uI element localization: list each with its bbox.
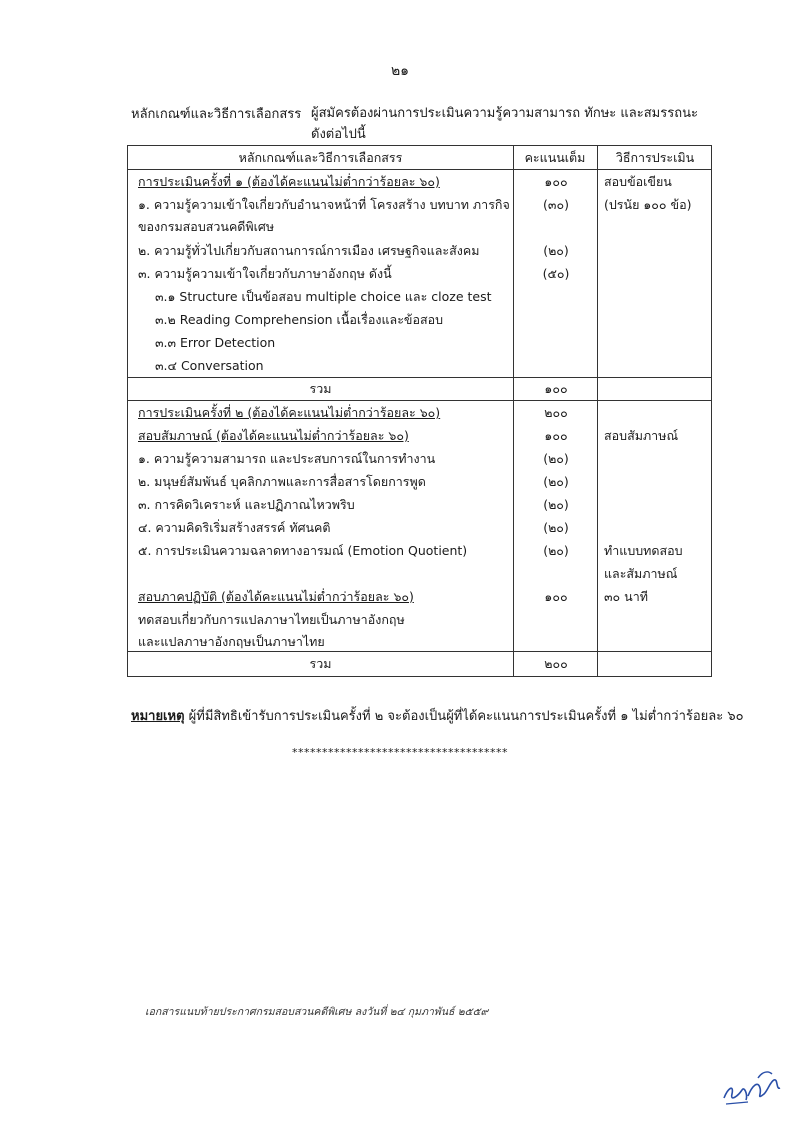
separator-stars: ************************************	[292, 746, 508, 759]
section1-item2-score: (๒๐)	[543, 243, 569, 258]
practical-desc: ทดสอบเกี่ยวกับการแปลภาษาไทยเป็นภาษาอังกฤษ	[138, 612, 405, 627]
header-score: คะแนนเต็ม	[524, 150, 586, 165]
section2-score: ๒๐๐	[544, 405, 568, 420]
intro-text: ผู้สมัครต้องผ่านการประเมินความรู้ความสามารถ ทักษะ และสมรรถนะ ดังต่อไปนี้	[311, 106, 698, 142]
section2-total-label: รวม	[309, 656, 332, 671]
row-divider	[128, 377, 711, 378]
interview-method: สอบสัมภาษณ์	[604, 428, 679, 443]
section2-item1: ๑. ความรู้ความสามารถ และประสบการณ์ในการทำงาน	[138, 451, 436, 466]
section2-item5: ๕. การประเมินความฉลาดทางอารมณ์ (Emotion Quotient)	[138, 543, 468, 558]
row-divider	[128, 651, 711, 652]
note-label: หมายเหตุ	[131, 709, 185, 724]
section2-item4-score: (๒๐)	[543, 520, 569, 535]
section2-item4: ๔. ความคิดริเริ่มสร้างสรรค์ ทัศนคติ	[138, 520, 331, 535]
section2-item2-score: (๒๐)	[543, 474, 569, 489]
intro-label: หลักเกณฑ์และวิธีการเลือกสรร	[131, 107, 302, 122]
section1-sub4: ๓.๔ Conversation	[155, 358, 264, 373]
interview-score: ๑๐๐	[544, 428, 568, 443]
column-divider	[597, 146, 598, 676]
signature-icon	[718, 1060, 788, 1110]
column-divider	[513, 146, 514, 676]
practical-title: สอบภาคปฏิบัติ (ต้องได้คะแนนไม่ต่ำกว่าร้อยละ ๖๐)	[138, 589, 414, 604]
section1-method-detail: (ปรนัย ๑๐๐ ข้อ)	[604, 197, 692, 212]
section1-item1-score: (๓๐)	[543, 197, 569, 212]
criteria-table	[127, 145, 712, 677]
section1-title: การประเมินครั้งที่ ๑ (ต้องได้คะแนนไม่ต่ำกว่าร้อยละ ๖๐)	[138, 174, 440, 189]
section1-item2: ๒. ความรู้ทั่วไปเกี่ยวกับสถานการณ์การเมือง เศรษฐกิจและสังคม	[138, 243, 480, 258]
eq-method: ทำแบบทดสอบ	[604, 543, 683, 558]
footer-reference: เอกสารแนบท้ายประกาศกรมสอบสวนคดีพิเศษ ลงวันที่ ๒๔ กุมภาพันธ์ ๒๕๕๙	[145, 1006, 489, 1018]
header-method: วิธีการประเมิน	[615, 150, 695, 165]
eq-method-cont: และสัมภาษณ์	[604, 566, 678, 581]
practical-score: ๑๐๐	[544, 589, 568, 604]
section2-item2: ๒. มนุษย์สัมพันธ์ บุคลิกภาพและการสื่อสารโดยการพูด	[138, 474, 426, 489]
interview-title: สอบสัมภาษณ์ (ต้องได้คะแนนไม่ต่ำกว่าร้อยละ ๖๐)	[138, 428, 409, 443]
practical-method: ๓๐ นาที	[604, 589, 648, 604]
section1-sub2: ๓.๒ Reading Comprehension เนื้อเรื่องและข้อสอบ	[155, 312, 444, 327]
header-criteria: หลักเกณฑ์และวิธีการเลือกสรร	[238, 150, 403, 165]
section1-sub1: ๓.๑ Structure เป็นข้อสอบ multiple choice และ cloze test	[155, 289, 492, 304]
note-text: ผู้ที่มีสิทธิเข้ารับการประเมินครั้งที่ ๒ จะต้องเป็นผู้ที่ได้คะแนนการประเมินครั้งที่ ๑ ไม่ต่ำกว่าร้อยละ ๖๐	[188, 709, 744, 724]
section1-method: สอบข้อเขียน	[604, 174, 672, 189]
section2-title: การประเมินครั้งที่ ๒ (ต้องได้คะแนนไม่ต่ำกว่าร้อยละ ๖๐)	[138, 405, 441, 420]
header-divider	[128, 169, 711, 170]
section2-item3-score: (๒๐)	[543, 497, 569, 512]
section1-item3-score: (๕๐)	[542, 266, 570, 281]
section2-item1-score: (๒๐)	[543, 451, 569, 466]
section2-item3: ๓. การคิดวิเคราะห์ และปฏิภาณไหวพริบ	[138, 497, 355, 512]
section1-total-label: รวม	[309, 381, 332, 396]
section1-item1: ๑. ความรู้ความเข้าใจเกี่ยวกับอำนาจหน้าที่ โครงสร้าง บทบาท ภารกิจ	[138, 197, 510, 212]
section1-item3: ๓. ความรู้ความเข้าใจเกี่ยวกับภาษาอังกฤษ ดังนี้	[138, 266, 392, 281]
section1-sub3: ๓.๓ Error Detection	[155, 335, 276, 350]
section2-total-score: ๒๐๐	[544, 656, 568, 671]
section2-item5-score: (๒๐)	[543, 543, 569, 558]
page-number: ๒๑	[390, 63, 410, 79]
practical-desc-cont: และแปลภาษาอังกฤษเป็นภาษาไทย	[138, 634, 325, 649]
note	[131, 705, 744, 726]
section1-total-score: ๑๐๐	[544, 381, 568, 396]
section1-item1-cont: ของกรมสอบสวนคดีพิเศษ	[138, 219, 275, 234]
row-divider	[128, 400, 711, 401]
section1-score: ๑๐๐	[544, 174, 568, 189]
